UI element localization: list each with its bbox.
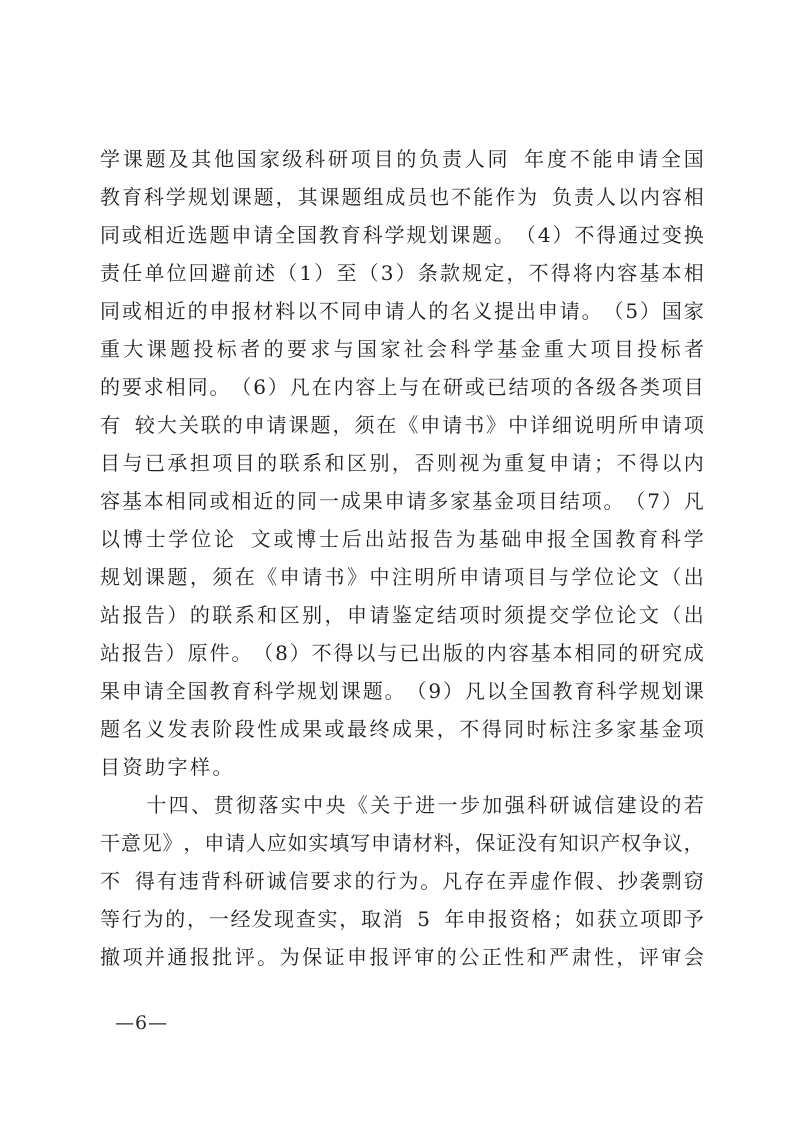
text-line: 同 或 相 近 的 申 报 材 料 以 不 同 申 请 人 的 名 义 提 出 申 请 。 （ 5 ） 国 家 — [100, 299, 704, 323]
text-line: 规 划 课 题 ， 须 在 《 申 请 书 》 中 注 明 所 申 请 项 目 与 学 位 论 文 （ 出 — [100, 565, 704, 589]
text-line: 撤 项 并 通 报 批 评 。 为 保 证 申 报 评 审 的 公 正 性 和 严 肃 性 ， 评 审 会 — [100, 945, 704, 969]
text-line: 重 大 课 题 投 标 者 的 要 求 与 国 家 社 会 科 学 基 金 重 大 项 目 投 标 者 — [100, 337, 704, 361]
text-line: 责 任 单 位 回 避 前 述 （ 1 ） 至 （ 3 ） 条 款 规 定 ， 不 得 将 内 容 基 本 相 — [100, 261, 704, 285]
text-line: 站 报 告 ） 的 联 系 和 区 别 ， 申 请 鉴 定 结 项 时 须 提 交 学 位 论 文 （ 出 — [100, 603, 704, 627]
text-line: 教 育 科 学 规 划 课 题 ， 其 课 题 组 成 员 也 不 能 作 为 负 责 人 以 内 容 相 — [100, 185, 704, 209]
page-number: —6— — [115, 1012, 169, 1034]
text-line: 干 意 见 》 ， 申 请 人 应 如 实 填 写 申 请 材 料 ， 保 证 没 有 知 识 产 权 争 议 ， — [100, 831, 704, 855]
text-line: 学 课 题 及 其 他 国 家 级 科 研 项 目 的 负 责 人 同 年 度 不 能 申 请 全 国 — [100, 147, 704, 171]
text-line: 的 要 求 相 同 。 （ 6 ） 凡 在 内 容 上 与 在 研 或 已 结 项 的 各 级 各 类 项 目 — [100, 375, 704, 399]
text-line: 题 名 义 发 表 阶 段 性 成 果 或 最 终 成 果 ， 不 得 同 时 标 注 多 家 基 金 项 — [100, 717, 704, 741]
paragraph-items-continued — [100, 140, 704, 786]
text-line: 不 得 有 违 背 科 研 诚 信 要 求 的 行 为 。 凡 存 在 弄 虚 作 假 、 抄 袭 剽 窃 — [100, 869, 704, 893]
text-line: 以 博 士 学 位 论 文 或 博 士 后 出 站 报 告 为 基 础 申 报 全 国 教 育 科 学 — [100, 527, 704, 551]
text-line: 容 基 本 相 同 或 相 近 的 同 一 成 果 申 请 多 家 基 金 项 目 结 项 。 （ 7 ） 凡 — [100, 489, 704, 513]
page-footer — [115, 1012, 168, 1034]
text-line: 有 较 大 关 联 的 申 请 课 题 ， 须 在 《 申 请 书 》 中 详 细 说 明 所 申 请 项 — [100, 413, 704, 437]
text-line: 果 申 请 全 国 教 育 科 学 规 划 课 题 。 （ 9 ） 凡 以 全 国 教 育 科 学 规 划 课 — [100, 679, 704, 703]
text-line: 目 与 已 承 担 项 目 的 联 系 和 区 别 ， 否 则 视 为 重 复 申 请 ； 不 得 以 内 — [100, 451, 704, 475]
text-line: 目资助字样。 — [100, 755, 235, 779]
text-line: 同 或 相 近 选 题 申 请 全 国 教 育 科 学 规 划 课 题 。 （ 4 ） 不 得 通 过 变 换 — [100, 223, 704, 247]
document-body — [100, 140, 704, 976]
text-line: 十 四 、 贯 彻 落 实 中 央 《 关 于 进 一 步 加 强 科 研 诚 信 建 设 的 若 — [146, 793, 704, 817]
text-line: 等 行 为 的 ， 一 经 发 现 查 实 ， 取 消 5 年 申 报 资 格 ； 如 获 立 项 即 予 — [100, 907, 704, 931]
paragraph-item-14 — [100, 786, 704, 976]
text-line: 站 报 告 ） 原 件 。 （ 8 ） 不 得 以 与 已 出 版 的 内 容 基 本 相 同 的 研 究 成 — [100, 641, 704, 665]
